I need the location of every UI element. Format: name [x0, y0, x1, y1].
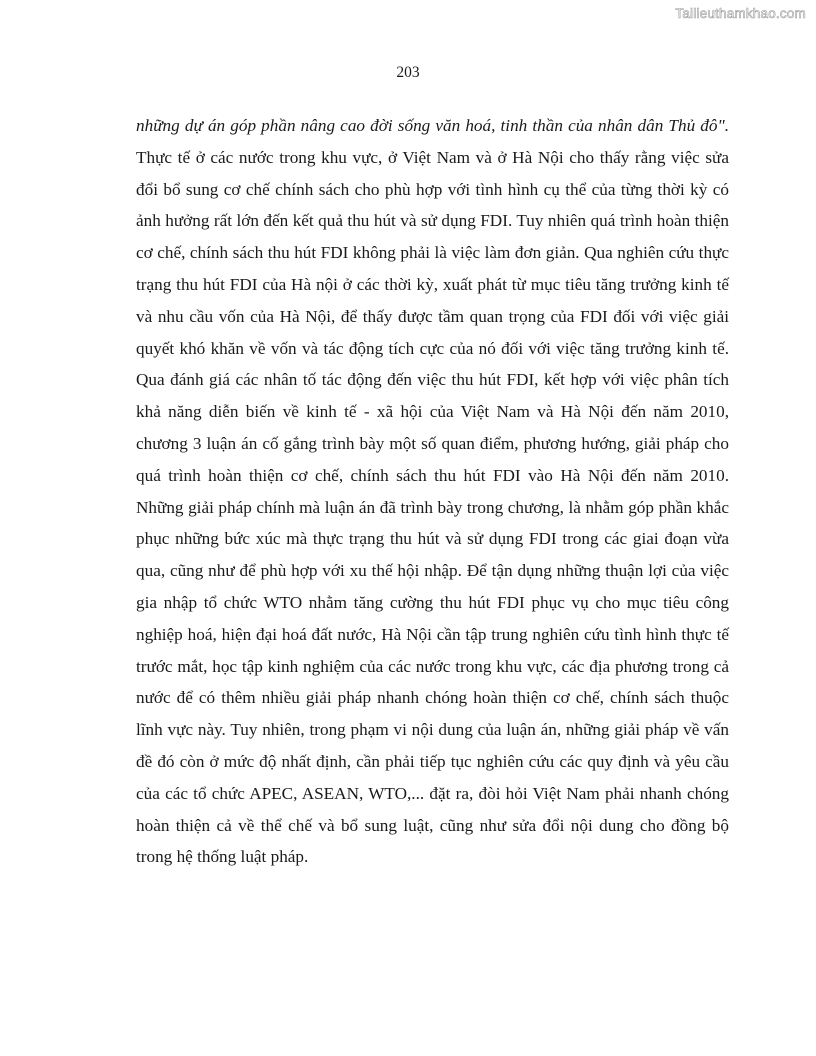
page-number: 203 [396, 64, 420, 81]
italic-quote-ending: những dự án góp phần nâng cao đời sống văn hoá, tinh thần của nhân dân Thủ đô". [136, 116, 729, 135]
watermark: Tailieuthamkhao.com [675, 6, 806, 21]
paragraph-body-text: Thực tế ở các nước trong khu vực, ở Việt Nam và ở Hà Nội cho thấy rằng việc sửa đổi bổ sung cơ chế chính sách cho phù hợp với tình hình cụ thể của từng thời kỳ có ảnh hưởng rất lớn đến kết quả thu hút và sử dụng FDI. Tuy nhiên quá trình hoàn thiện cơ chế, chính sách thu hút FDI không phải là việc làm đơn giản. Qua nghiên cứu thực trạng thu hút FDI của Hà nội ở các thời kỳ, xuất phát từ mục tiêu tăng trưởng kinh tế và nhu cầu vốn của Hà Nội, để thấy được tầm quan trọng của FDI đối với việc giải quyết khó khăn về vốn và tác động tích cực của nó đối với việc tăng trưởng kinh tế. Qua đánh giá các nhân tố tác động đến việc thu hút FDI, kết hợp với việc phân tích khả năng diễn biến về kinh tế - xã hội của Việt Nam và Hà Nội đến năm 2010, chương 3 luận án cố gắng trình bày một số quan điểm, phương hướng, giải pháp cho quá trình hoàn thiện cơ chế, chính sách thu hút FDI vào Hà Nội đến năm 2010. Những giải pháp chính mà luận án đã trình bày trong chương, là nhằm góp phần khắc phục những bức xúc mà thực trạng thu hút và sử dụng FDI trong các giai đoạn vừa qua, cũng như để phù hợp với xu thế hội nhập. Để tận dụng những thuận lợi của việc gia nhập tổ chức WTO nhằm tăng cường thu hút FDI phục vụ cho mục tiêu công nghiệp hoá, hiện đại hoá đất nước, Hà Nội cần tập trung nghiên cứu tình hình thực tế trước mắt, học tập kinh nghiệm của các nước trong khu vực, các địa phương trong cả nước để có thêm nhiều giải pháp nhanh chóng hoàn thiện cơ chế, chính sách thuộc lĩnh vực này. Tuy nhiên, trong phạm vi nội dung của luận án, những giải pháp về vấn đề đó còn ở mức độ nhất định, cần phải tiếp tục nghiên cứu các quy định và yêu cầu của các tổ chức APEC, ASEAN, WTO,... đặt ra, đòi hỏi Việt Nam phải nhanh chóng hoàn thiện cả về thể chế và bổ sung luật, cũng như sửa đổi nội dung cho đồng bộ trong hệ thống luật pháp. [136, 147, 729, 867]
body-paragraph [136, 110, 729, 873]
